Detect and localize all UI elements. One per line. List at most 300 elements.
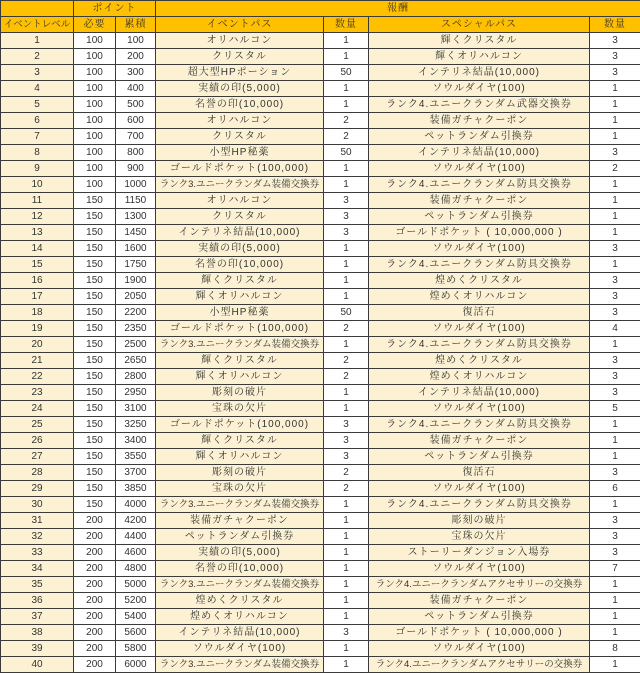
cell-event-pass: インテリネ結晶(10,000)	[156, 225, 324, 241]
cell-special-pass-qty: 1	[590, 609, 640, 625]
cell-special-pass-qty: 1	[590, 193, 640, 209]
table-row	[1, 289, 640, 305]
cell-event-pass: クリスタル	[156, 49, 324, 65]
cell-special-pass: ランク4.ユニークランダム防具交換券	[369, 417, 590, 433]
cell-special-pass: ランク4.ユニークランダム防具交換券	[369, 177, 590, 193]
cell-special-pass-qty: 1	[590, 417, 640, 433]
col-header-required-points: 必要	[74, 17, 116, 33]
cell-event-pass-qty: 1	[324, 337, 369, 353]
cell-event-pass-qty: 2	[324, 481, 369, 497]
cell-special-pass: 復活石	[369, 305, 590, 321]
cell-event-pass-qty: 3	[324, 417, 369, 433]
cell-event-pass: 煌めくオリハルコン	[156, 609, 324, 625]
cell-cumulative-points: 1000	[116, 177, 156, 193]
cell-cumulative-points: 4400	[116, 529, 156, 545]
cell-event-pass-qty: 1	[324, 177, 369, 193]
cell-special-pass: 煌めくオリハルコン	[369, 289, 590, 305]
table-header	[1, 1, 640, 33]
header-columns-row	[1, 17, 640, 33]
table-row	[1, 529, 640, 545]
cell-required-points: 150	[74, 433, 116, 449]
cell-event-level: 12	[1, 209, 74, 225]
cell-event-pass: ソウルダイヤ(100)	[156, 641, 324, 657]
table-row	[1, 561, 640, 577]
cell-event-pass-qty: 1	[324, 289, 369, 305]
cell-required-points: 200	[74, 609, 116, 625]
cell-event-pass: ランク3.ユニークランダム装備交換券	[156, 497, 324, 513]
cell-event-pass-qty: 3	[324, 449, 369, 465]
cell-special-pass: ランク4.ユニークランダム防具交換券	[369, 337, 590, 353]
table-row	[1, 49, 640, 65]
cell-cumulative-points: 3250	[116, 417, 156, 433]
cell-special-pass: 煌めくオリハルコン	[369, 369, 590, 385]
cell-event-pass-qty: 3	[324, 433, 369, 449]
cell-required-points: 200	[74, 513, 116, 529]
cell-event-pass: ゴールドポケット(100,000)	[156, 417, 324, 433]
table-row	[1, 65, 640, 81]
cell-cumulative-points: 800	[116, 145, 156, 161]
cell-event-pass: 宝珠の欠片	[156, 481, 324, 497]
cell-event-level: 4	[1, 81, 74, 97]
cell-required-points: 150	[74, 225, 116, 241]
cell-special-pass-qty: 1	[590, 449, 640, 465]
cell-special-pass-qty: 1	[590, 81, 640, 97]
table-row	[1, 481, 640, 497]
cell-event-pass: 輝くオリハルコン	[156, 449, 324, 465]
cell-required-points: 100	[74, 161, 116, 177]
table-row	[1, 609, 640, 625]
cell-event-level: 21	[1, 353, 74, 369]
cell-special-pass: ランク4.ユニークランダム武器交換券	[369, 97, 590, 113]
cell-event-pass-qty: 50	[324, 145, 369, 161]
cell-event-pass: 彫刻の破片	[156, 385, 324, 401]
col-header-cumulative-points: 累積	[116, 17, 156, 33]
cell-event-pass: 実績の印(5,000)	[156, 241, 324, 257]
table-row	[1, 161, 640, 177]
cell-required-points: 150	[74, 369, 116, 385]
cell-event-pass-qty: 1	[324, 609, 369, 625]
cell-special-pass: 輝くオリハルコン	[369, 49, 590, 65]
cell-event-pass-qty: 2	[324, 353, 369, 369]
cell-cumulative-points: 2050	[116, 289, 156, 305]
cell-required-points: 100	[74, 145, 116, 161]
cell-event-pass-qty: 1	[324, 97, 369, 113]
cell-event-level: 5	[1, 97, 74, 113]
cell-special-pass-qty: 1	[590, 129, 640, 145]
cell-special-pass: 装備ガチャクーポン	[369, 193, 590, 209]
cell-required-points: 100	[74, 65, 116, 81]
cell-cumulative-points: 600	[116, 113, 156, 129]
cell-event-pass-qty: 3	[324, 225, 369, 241]
cell-event-level: 3	[1, 65, 74, 81]
cell-special-pass-qty: 1	[590, 225, 640, 241]
cell-event-pass-qty: 1	[324, 273, 369, 289]
cell-required-points: 200	[74, 545, 116, 561]
cell-special-pass-qty: 3	[590, 369, 640, 385]
cell-event-level: 11	[1, 193, 74, 209]
cell-event-pass-qty: 1	[324, 161, 369, 177]
cell-special-pass-qty: 1	[590, 97, 640, 113]
cell-special-pass-qty: 3	[590, 145, 640, 161]
cell-event-pass: ランク3.ユニークランダム装備交換券	[156, 177, 324, 193]
cell-event-level: 27	[1, 449, 74, 465]
table-row	[1, 641, 640, 657]
cell-special-pass: 煌めくクリスタル	[369, 353, 590, 369]
cell-event-level: 35	[1, 577, 74, 593]
table-row	[1, 433, 640, 449]
cell-special-pass-qty: 3	[590, 33, 640, 49]
table-row	[1, 593, 640, 609]
table-row	[1, 401, 640, 417]
cell-event-level: 8	[1, 145, 74, 161]
cell-required-points: 150	[74, 241, 116, 257]
cell-event-pass-qty: 1	[324, 497, 369, 513]
cell-special-pass-qty: 3	[590, 273, 640, 289]
cell-cumulative-points: 2200	[116, 305, 156, 321]
cell-cumulative-points: 3700	[116, 465, 156, 481]
cell-required-points: 150	[74, 449, 116, 465]
cell-special-pass-qty: 5	[590, 401, 640, 417]
table-row	[1, 81, 640, 97]
cell-special-pass-qty: 1	[590, 209, 640, 225]
cell-cumulative-points: 2350	[116, 321, 156, 337]
cell-special-pass: 復活石	[369, 465, 590, 481]
cell-event-pass-qty: 3	[324, 625, 369, 641]
cell-cumulative-points: 300	[116, 65, 156, 81]
cell-event-pass: 名誉の印(10,000)	[156, 257, 324, 273]
cell-special-pass: ソウルダイヤ(100)	[369, 401, 590, 417]
cell-event-pass-qty: 1	[324, 385, 369, 401]
cell-special-pass-qty: 8	[590, 641, 640, 657]
cell-event-level: 6	[1, 113, 74, 129]
cell-event-pass: ランク3.ユニークランダム装備交換券	[156, 337, 324, 353]
cell-event-level: 31	[1, 513, 74, 529]
cell-cumulative-points: 500	[116, 97, 156, 113]
col-header-special-pass-qty: 数量	[590, 17, 640, 33]
table-row	[1, 449, 640, 465]
table-row	[1, 225, 640, 241]
cell-required-points: 200	[74, 529, 116, 545]
cell-event-level: 17	[1, 289, 74, 305]
cell-event-pass-qty: 50	[324, 65, 369, 81]
table-row	[1, 545, 640, 561]
cell-event-pass: 小型HP秘薬	[156, 145, 324, 161]
cell-special-pass: インテリネ結晶(10,000)	[369, 385, 590, 401]
cell-special-pass: ランク4.ユニークランダム防具交換券	[369, 497, 590, 513]
cell-required-points: 150	[74, 337, 116, 353]
cell-special-pass: ストーリーダンジョン入場券	[369, 545, 590, 561]
cell-event-level: 16	[1, 273, 74, 289]
cell-required-points: 100	[74, 81, 116, 97]
cell-event-pass: インテリネ結晶(10,000)	[156, 625, 324, 641]
table-row	[1, 577, 640, 593]
cell-special-pass-qty: 3	[590, 305, 640, 321]
cell-special-pass-qty: 3	[590, 465, 640, 481]
cell-cumulative-points: 6000	[116, 657, 156, 673]
cell-special-pass-qty: 3	[590, 49, 640, 65]
cell-special-pass: ランク4.ユニークランダムアクセサリーの交換券	[369, 657, 590, 673]
cell-event-pass-qty: 2	[324, 321, 369, 337]
table-row	[1, 369, 640, 385]
cell-required-points: 150	[74, 417, 116, 433]
cell-special-pass-qty: 1	[590, 657, 640, 673]
cell-cumulative-points: 1600	[116, 241, 156, 257]
cell-cumulative-points: 4200	[116, 513, 156, 529]
cell-event-level: 30	[1, 497, 74, 513]
cell-cumulative-points: 3550	[116, 449, 156, 465]
table-row	[1, 337, 640, 353]
table-row	[1, 241, 640, 257]
cell-event-level: 10	[1, 177, 74, 193]
cell-special-pass: ソウルダイヤ(100)	[369, 81, 590, 97]
cell-special-pass-qty: 1	[590, 337, 640, 353]
cell-required-points: 100	[74, 33, 116, 49]
cell-cumulative-points: 4600	[116, 545, 156, 561]
cell-special-pass-qty: 1	[590, 497, 640, 513]
cell-event-level: 37	[1, 609, 74, 625]
cell-event-pass: 名誉の印(10,000)	[156, 97, 324, 113]
cell-event-level: 9	[1, 161, 74, 177]
cell-event-level: 39	[1, 641, 74, 657]
points-group-header: ポイント	[74, 1, 156, 17]
cell-event-level: 25	[1, 417, 74, 433]
cell-event-pass: ゴールドポケット(100,000)	[156, 161, 324, 177]
cell-cumulative-points: 700	[116, 129, 156, 145]
cell-required-points: 200	[74, 577, 116, 593]
corner-cell	[1, 1, 74, 17]
cell-special-pass: インテリネ結晶(10,000)	[369, 145, 590, 161]
cell-required-points: 100	[74, 113, 116, 129]
cell-special-pass: 煌めくクリスタル	[369, 273, 590, 289]
cell-required-points: 150	[74, 209, 116, 225]
cell-event-pass: 彫刻の破片	[156, 465, 324, 481]
cell-cumulative-points: 3850	[116, 481, 156, 497]
table-row	[1, 97, 640, 113]
cell-cumulative-points: 2950	[116, 385, 156, 401]
cell-event-pass-qty: 2	[324, 369, 369, 385]
cell-cumulative-points: 5200	[116, 593, 156, 609]
cell-event-pass-qty: 2	[324, 129, 369, 145]
cell-event-pass-qty: 50	[324, 305, 369, 321]
cell-event-pass: 輝くオリハルコン	[156, 289, 324, 305]
cell-required-points: 200	[74, 657, 116, 673]
cell-special-pass: 宝珠の欠片	[369, 529, 590, 545]
cell-event-pass: 輝くクリスタル	[156, 353, 324, 369]
table-row	[1, 513, 640, 529]
cell-cumulative-points: 4000	[116, 497, 156, 513]
cell-special-pass: 輝くクリスタル	[369, 33, 590, 49]
table-row	[1, 129, 640, 145]
cell-event-pass-qty: 3	[324, 193, 369, 209]
cell-special-pass-qty: 3	[590, 545, 640, 561]
cell-required-points: 150	[74, 305, 116, 321]
cell-special-pass: ランク4.ユニークランダムアクセサリーの交換券	[369, 577, 590, 593]
cell-cumulative-points: 5800	[116, 641, 156, 657]
cell-event-pass: 超大型HPポーション	[156, 65, 324, 81]
cell-event-level: 2	[1, 49, 74, 65]
table-row	[1, 353, 640, 369]
cell-special-pass-qty: 1	[590, 433, 640, 449]
cell-event-pass: オリハルコン	[156, 113, 324, 129]
cell-event-pass: 輝くオリハルコン	[156, 369, 324, 385]
cell-special-pass: ソウルダイヤ(100)	[369, 481, 590, 497]
cell-special-pass-qty: 2	[590, 161, 640, 177]
cell-required-points: 150	[74, 353, 116, 369]
cell-event-pass-qty: 2	[324, 113, 369, 129]
cell-cumulative-points: 200	[116, 49, 156, 65]
cell-event-level: 7	[1, 129, 74, 145]
cell-required-points: 150	[74, 497, 116, 513]
cell-cumulative-points: 1300	[116, 209, 156, 225]
cell-special-pass: ペットランダム引換券	[369, 209, 590, 225]
cell-event-level: 28	[1, 465, 74, 481]
table-row	[1, 33, 640, 49]
cell-event-pass: オリハルコン	[156, 33, 324, 49]
cell-special-pass: 装備ガチャクーポン	[369, 113, 590, 129]
cell-event-pass-qty: 1	[324, 49, 369, 65]
cell-special-pass: ペットランダム引換券	[369, 449, 590, 465]
cell-special-pass-qty: 1	[590, 257, 640, 273]
cell-event-level: 24	[1, 401, 74, 417]
cell-cumulative-points: 5600	[116, 625, 156, 641]
cell-special-pass: ゴールドポケット ( 10,000,000 )	[369, 225, 590, 241]
cell-event-pass: 装備ガチャクーポン	[156, 513, 324, 529]
cell-special-pass: ゴールドポケット ( 10,000,000 )	[369, 625, 590, 641]
table-row	[1, 113, 640, 129]
cell-required-points: 150	[74, 481, 116, 497]
cell-required-points: 100	[74, 129, 116, 145]
cell-required-points: 150	[74, 289, 116, 305]
cell-event-level: 34	[1, 561, 74, 577]
cell-required-points: 100	[74, 177, 116, 193]
cell-event-pass-qty: 1	[324, 529, 369, 545]
cell-special-pass: ソウルダイヤ(100)	[369, 641, 590, 657]
cell-special-pass-qty: 3	[590, 289, 640, 305]
cell-event-pass-qty: 1	[324, 561, 369, 577]
cell-event-pass-qty: 1	[324, 577, 369, 593]
cell-event-level: 22	[1, 369, 74, 385]
cell-cumulative-points: 3400	[116, 433, 156, 449]
cell-event-pass-qty: 1	[324, 545, 369, 561]
cell-event-pass: オリハルコン	[156, 193, 324, 209]
cell-cumulative-points: 2800	[116, 369, 156, 385]
cell-event-pass-qty: 1	[324, 641, 369, 657]
cell-special-pass-qty: 3	[590, 513, 640, 529]
cell-cumulative-points: 1150	[116, 193, 156, 209]
cell-event-pass-qty: 1	[324, 657, 369, 673]
table-row	[1, 321, 640, 337]
table-row	[1, 145, 640, 161]
cell-event-pass-qty: 1	[324, 81, 369, 97]
cell-cumulative-points: 2500	[116, 337, 156, 353]
cell-required-points: 200	[74, 625, 116, 641]
cell-required-points: 150	[74, 193, 116, 209]
cell-cumulative-points: 5400	[116, 609, 156, 625]
cell-cumulative-points: 400	[116, 81, 156, 97]
cell-required-points: 150	[74, 401, 116, 417]
cell-event-level: 14	[1, 241, 74, 257]
cell-event-pass-qty: 1	[324, 33, 369, 49]
cell-required-points: 150	[74, 273, 116, 289]
cell-event-level: 33	[1, 545, 74, 561]
col-header-special-pass: スペシャルパス	[369, 17, 590, 33]
table-row	[1, 465, 640, 481]
cell-special-pass-qty: 1	[590, 113, 640, 129]
cell-event-pass: 実績の印(5,000)	[156, 545, 324, 561]
col-header-event-pass-qty: 数量	[324, 17, 369, 33]
cell-cumulative-points: 5000	[116, 577, 156, 593]
cell-event-pass-qty: 1	[324, 241, 369, 257]
cell-event-pass: 小型HP秘薬	[156, 305, 324, 321]
cell-required-points: 150	[74, 385, 116, 401]
table-row	[1, 625, 640, 641]
cell-cumulative-points: 2650	[116, 353, 156, 369]
cell-event-pass-qty: 1	[324, 593, 369, 609]
cell-required-points: 150	[74, 321, 116, 337]
cell-event-level: 1	[1, 33, 74, 49]
table-row	[1, 177, 640, 193]
cell-required-points: 100	[74, 97, 116, 113]
cell-event-level: 13	[1, 225, 74, 241]
header-group-row	[1, 1, 640, 17]
cell-special-pass-qty: 3	[590, 65, 640, 81]
cell-event-pass: 宝珠の欠片	[156, 401, 324, 417]
cell-cumulative-points: 900	[116, 161, 156, 177]
cell-special-pass-qty: 1	[590, 577, 640, 593]
table-row	[1, 209, 640, 225]
cell-event-pass: ゴールドポケット(100,000)	[156, 321, 324, 337]
cell-special-pass: 彫刻の破片	[369, 513, 590, 529]
cell-event-level: 15	[1, 257, 74, 273]
table-row	[1, 305, 640, 321]
cell-event-pass: ランク3.ユニークランダム装備交換券	[156, 657, 324, 673]
table-body	[1, 33, 640, 673]
cell-event-pass: クリスタル	[156, 129, 324, 145]
cell-event-pass: 輝くクリスタル	[156, 433, 324, 449]
cell-special-pass-qty: 1	[590, 177, 640, 193]
cell-event-level: 36	[1, 593, 74, 609]
cell-cumulative-points: 3100	[116, 401, 156, 417]
cell-required-points: 200	[74, 593, 116, 609]
cell-special-pass-qty: 3	[590, 529, 640, 545]
cell-event-pass-qty: 2	[324, 465, 369, 481]
cell-special-pass-qty: 3	[590, 241, 640, 257]
cell-required-points: 200	[74, 561, 116, 577]
cell-special-pass-qty: 7	[590, 561, 640, 577]
cell-event-level: 38	[1, 625, 74, 641]
cell-special-pass: ソウルダイヤ(100)	[369, 241, 590, 257]
cell-event-pass: 実績の印(5,000)	[156, 81, 324, 97]
cell-special-pass-qty: 6	[590, 481, 640, 497]
cell-special-pass: インテリネ結晶(10,000)	[369, 65, 590, 81]
table-row	[1, 257, 640, 273]
cell-event-pass-qty: 3	[324, 209, 369, 225]
reward-group-header: 報酬	[156, 1, 640, 17]
cell-event-pass: 名誉の印(10,000)	[156, 561, 324, 577]
cell-special-pass-qty: 1	[590, 593, 640, 609]
cell-event-pass: ペットランダム引換券	[156, 529, 324, 545]
cell-event-pass: ランク3.ユニークランダム装備交換券	[156, 577, 324, 593]
cell-cumulative-points: 4800	[116, 561, 156, 577]
table-row	[1, 273, 640, 289]
cell-event-level: 32	[1, 529, 74, 545]
cell-special-pass-qty: 1	[590, 625, 640, 641]
cell-event-pass: 煌めくクリスタル	[156, 593, 324, 609]
col-header-event-level: イベントレベル	[1, 17, 74, 33]
cell-cumulative-points: 1450	[116, 225, 156, 241]
cell-event-pass-qty: 1	[324, 513, 369, 529]
cell-cumulative-points: 1750	[116, 257, 156, 273]
